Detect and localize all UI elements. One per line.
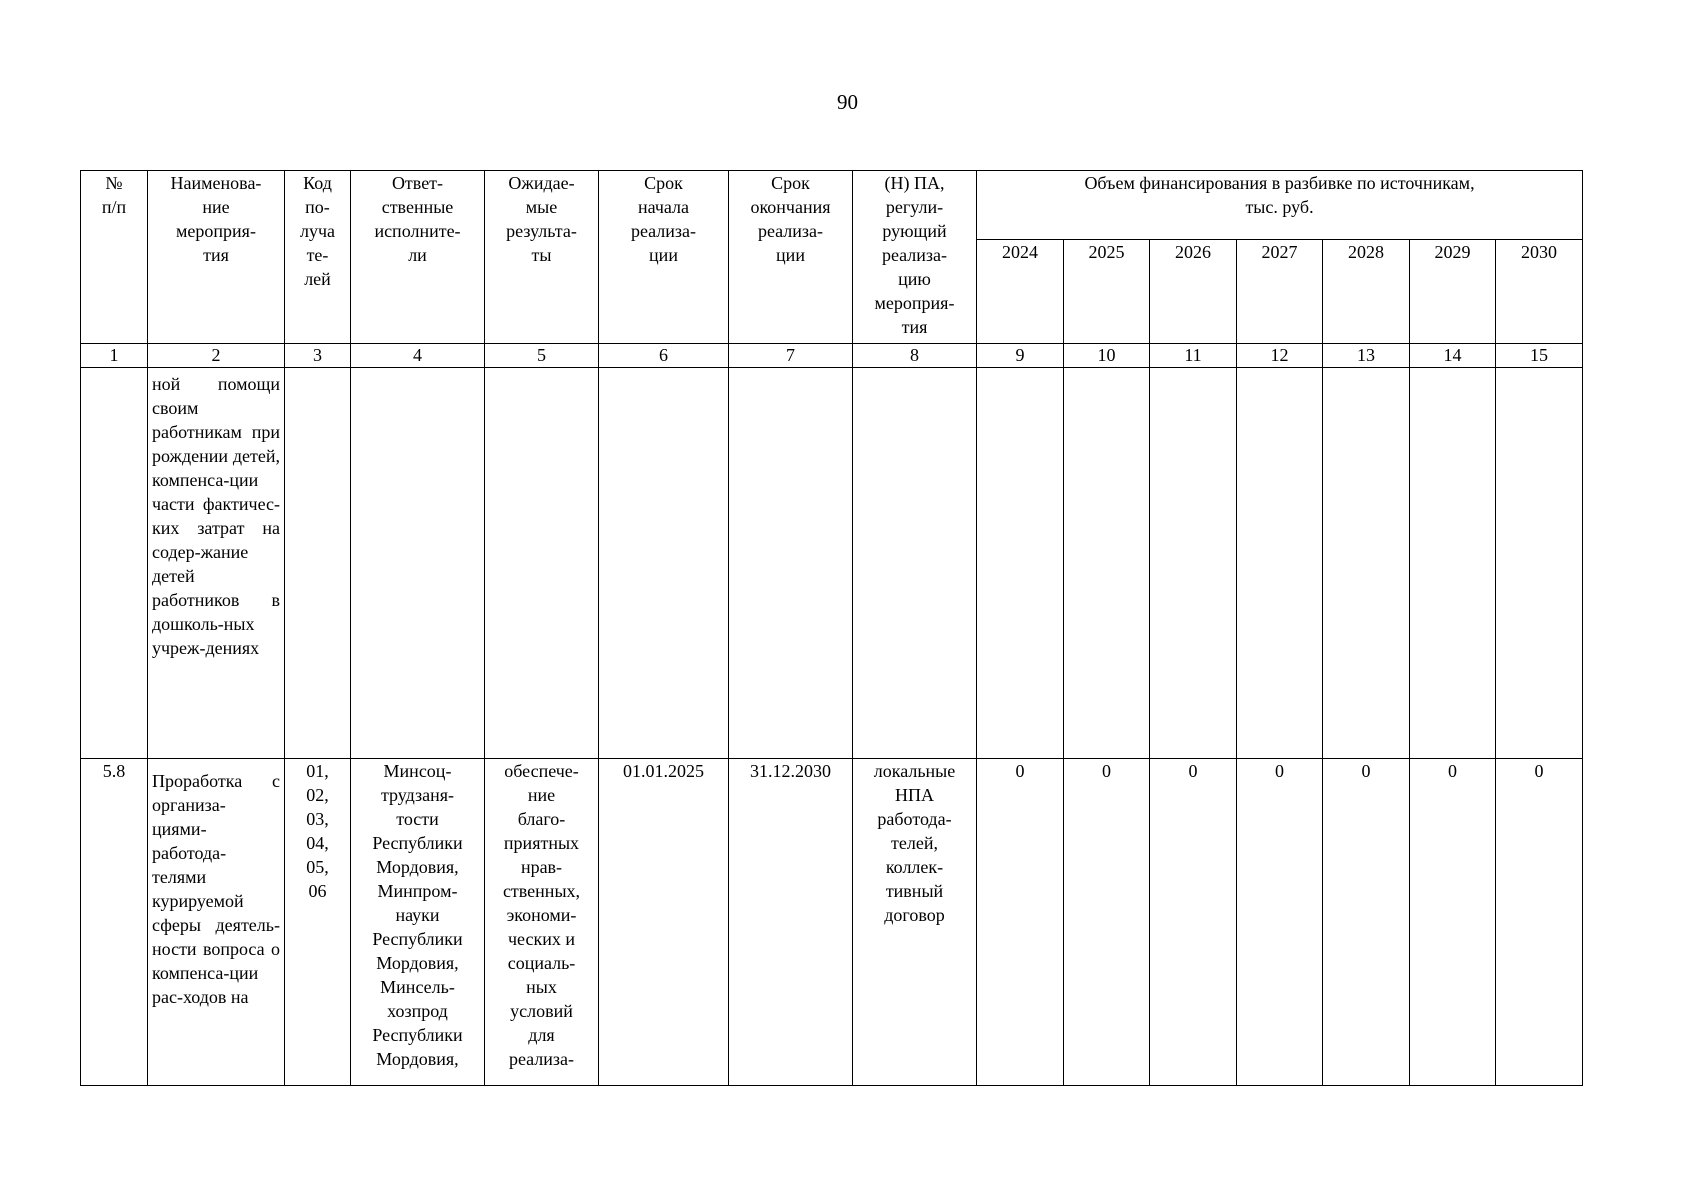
regulating-act: локальные НПА работода- телей, коллек- тивный договор	[853, 759, 977, 1086]
value-2030: 0	[1496, 759, 1583, 1086]
recipient-codes: 01, 02, 03, 04, 05, 06	[285, 759, 351, 1086]
header-regulating-act: (Н) ПА, регули- рующий реализа- цию мероприя- тия	[853, 171, 977, 344]
column-number: 12	[1237, 344, 1323, 368]
header-executors: Ответ- ственные исполните- ли	[351, 171, 485, 344]
column-number: 14	[1410, 344, 1496, 368]
value-2029	[1410, 368, 1496, 759]
column-number: 6	[599, 344, 729, 368]
regulating-act	[853, 368, 977, 759]
value-2029: 0	[1410, 759, 1496, 1086]
value-2025	[1064, 368, 1150, 759]
end-date: 31.12.2030	[729, 759, 853, 1086]
value-2030	[1496, 368, 1583, 759]
start-date: 01.01.2025	[599, 759, 729, 1086]
column-number: 7	[729, 344, 853, 368]
end-date	[729, 368, 853, 759]
header-row-top	[81, 171, 1583, 240]
recipient-codes	[285, 368, 351, 759]
header-year: 2028	[1323, 240, 1410, 344]
header-financing: Объем финансирования в разбивке по источникам, тыс. руб.	[977, 171, 1583, 240]
value-2028	[1323, 368, 1410, 759]
expected-results	[485, 368, 599, 759]
value-2026	[1150, 368, 1237, 759]
column-number: 13	[1323, 344, 1410, 368]
header-year: 2027	[1237, 240, 1323, 344]
column-number: 9	[977, 344, 1064, 368]
header-measure-name: Наименова- ние мероприя- тия	[148, 171, 285, 344]
table-row	[81, 368, 1583, 759]
table-row	[81, 759, 1583, 1086]
header-end-date: Срок окончания реализа- ции	[729, 171, 853, 344]
value-2028: 0	[1323, 759, 1410, 1086]
column-number: 11	[1150, 344, 1237, 368]
header-expected-results: Ожидае- мые результа- ты	[485, 171, 599, 344]
header-recipient-code: Код по- луча те- лей	[285, 171, 351, 344]
header-year: 2026	[1150, 240, 1237, 344]
header-year: 2025	[1064, 240, 1150, 344]
row-number: 5.8	[81, 759, 148, 1086]
column-number: 4	[351, 344, 485, 368]
column-number: 1	[81, 344, 148, 368]
header-number: № п/п	[81, 171, 148, 344]
measures-table	[80, 170, 1583, 1086]
column-number: 2	[148, 344, 285, 368]
column-number-row	[81, 344, 1583, 368]
value-2027	[1237, 368, 1323, 759]
expected-results: обеспече- ние благо- приятных нрав- ственных, экономи- ческих и социаль- ных условий для реализа-	[485, 759, 599, 1086]
executors: Минсоц- трудзаня- тости Республики Мордовия, Минпром- науки Республики Мордовия, Минсель- хозпрод Республики Мордовия,	[351, 759, 485, 1086]
header-year: 2024	[977, 240, 1064, 344]
column-number: 10	[1064, 344, 1150, 368]
column-number: 5	[485, 344, 599, 368]
header-start-date: Срок начала реализа- ции	[599, 171, 729, 344]
measure-name: Проработка с организа-циями-работода-телями курируемой сферы деятель-ности вопроса о компенса-ции рас-ходов на	[148, 759, 285, 1086]
column-number: 8	[853, 344, 977, 368]
page-number: 90	[837, 90, 858, 114]
column-number: 15	[1496, 344, 1583, 368]
value-2024	[977, 368, 1064, 759]
start-date	[599, 368, 729, 759]
executors	[351, 368, 485, 759]
column-number: 3	[285, 344, 351, 368]
value-2026: 0	[1150, 759, 1237, 1086]
value-2027: 0	[1237, 759, 1323, 1086]
value-2024: 0	[977, 759, 1064, 1086]
value-2025: 0	[1064, 759, 1150, 1086]
header-year: 2030	[1496, 240, 1583, 344]
row-number	[81, 368, 148, 759]
header-year: 2029	[1410, 240, 1496, 344]
measure-name: ной помощи своим работникам при рождении детей, компенса-ции части фактичес-ких затрат на содер-жание детей работников в дошколь-ных учреж-дениях	[148, 368, 285, 759]
